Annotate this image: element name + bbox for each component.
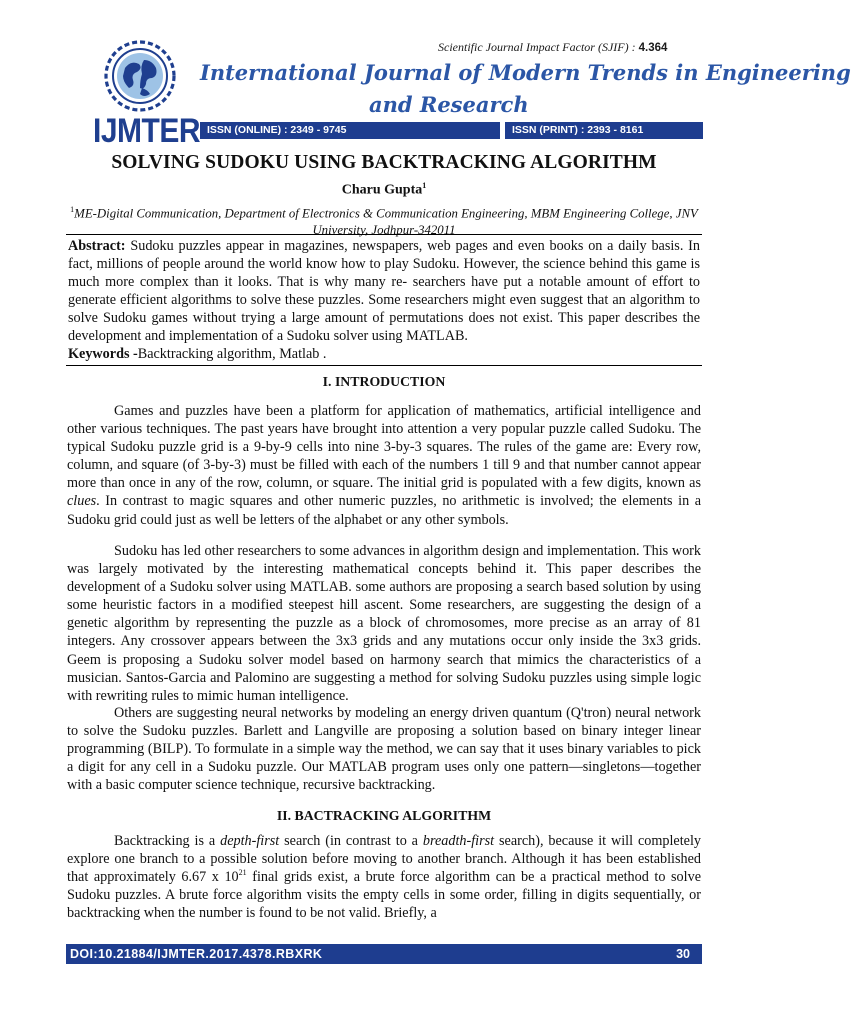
keywords-text: Backtracking algorithm, Matlab .: [137, 346, 327, 362]
abstract: [68, 237, 700, 345]
journal-logo-globe-icon: [92, 38, 188, 118]
keywords: [68, 345, 700, 363]
affiliation-superscript: 1: [70, 205, 75, 214]
paper-title: SOLVING SUDOKU USING BACKTRACKING ALGORITHM: [111, 152, 657, 173]
bt-p1-text-b: search (in contrast to a: [279, 833, 423, 849]
doi-text: DOI:10.21884/IJMTER.2017.4378.RBXRK: [70, 947, 323, 961]
author-name-text: Charu Gupta: [341, 182, 423, 198]
bt-p1-emphasis-breadth-first: breadth-first: [422, 833, 495, 849]
bt-p1-text-a: Backtracking is a: [114, 833, 221, 849]
backtracking-paragraph-1: [67, 832, 701, 922]
author-superscript: 1: [422, 181, 427, 190]
impact-factor-value: 4.364: [638, 42, 668, 54]
page-number: 30: [676, 947, 690, 961]
author-name: [0, 181, 768, 199]
bt-p1-exponent: 21: [238, 868, 247, 878]
bt-p1-text-c: search), because it will completely explore one branch to a possible solution before moving to another branch. Although it has been established that approximately 6.67 x 10: [67, 833, 701, 886]
intro-p1-emphasis: clues: [67, 493, 97, 510]
page-footer: [66, 944, 702, 964]
intro-p1-text-b: . In contrast to magic squares and other numeric puzzles, no arithmetic is involved; the elements in a Sudoku grid could just as well be letters of the alphabet or any other symbols.: [67, 493, 701, 528]
affiliation-text: ME-Digital Communication, Department of Electronics & Communication Engineering, MBM Engineering College, JNV University, Jodhpur-342011: [74, 206, 698, 238]
impact-factor: [438, 40, 678, 55]
issn-print-badge: ISSN (PRINT) : 2393 - 8161: [505, 122, 703, 139]
intro-p1-text-a: Games and puzzles have been a platform for application of mathematics, artificial intelligence and other various techniques. The past years have brought into attention a very popular puzzle called Sudoku. The typical Sudoku puzzle grid is a 9-by-9 cells into nine 3-by-3 squares. The rules of the game are: Every row, column, and square (of 3-by-3) must be filled with each of the numbers 1 till 9 and that number cannot appear more than once in any of the row, column, or square. The initial grid is populated with a few digits, known as: [67, 403, 701, 492]
intro-paragraph-3: Others are suggesting neural networks by modeling an energy driven quantum (Q'tron) neural network to solve the Sudoku puzzles. Barlett and Langville are proposing a solution based on binary integer linear programming (BILP). To formulate in a simple way the method, we can say that it uses binary variables to pick a digit for any cell in a Sudoku puzzle. Our MATLAB program uses only one pattern—singletons—together with a basic computer science technique, recursive backtracking.: [67, 705, 701, 794]
bt-p1-emphasis-depth-first: depth-first: [220, 833, 280, 849]
keywords-label: Keywords -: [68, 346, 138, 362]
abstract-label: Abstract:: [68, 238, 126, 254]
intro-paragraph-1: [67, 402, 701, 529]
journal-title-line-1: International Journal of Modern Trends in Engineering: [200, 60, 851, 85]
section-heading-introduction: I. INTRODUCTION: [322, 374, 446, 389]
issn-online-badge: ISSN (ONLINE) : 2349 - 9745: [200, 122, 500, 139]
journal-logo-text: IJMTER: [93, 112, 201, 150]
intro-paragraph-2: Sudoku has led other researchers to some advances in algorithm design and implementation. This work was largely motivated by the interesting mathematical concepts behind it. This paper describes the development of a Sudoku solver using MATLAB. some authors are proposing a search based solution by using some heuristic factors in a modified steepest hill ascent. Some researchers, are suggesting the design of a genetic algorithm by representing the puzzle as a block of chromosomes, more precise as an array of 81 integers. Any crossover appears between the 3x3 grids and any mutations occur only inside the 3x3 grids. Geem is proposing a Sudoku solver model based on harmony search that mimics the characteristics of a musician. Santos-Garcia and Palomino are suggesting a method for solving Sudoku puzzles using simple logic with rewriting rules to mimic human intelligence.: [67, 543, 701, 704]
journal-title-line-2: and Research: [369, 92, 529, 117]
section-heading-backtracking: II. BACTRACKING ALGORITHM: [276, 808, 492, 823]
impact-factor-label: Scientific Journal Impact Factor (SJIF) :: [438, 40, 636, 54]
abstract-text: Sudoku puzzles appear in magazines, newspapers, web pages and even books on a daily basis. In fact, millions of people around the world know how to play Sudoku. However, the science behind this game is much more complex than it looks. That is why many re- searchers have put a notable amount of effort to generate efficient algorithms to solve these puzzles. Some researchers might even suggest that an algorithm to solve Sudoku games without trying a large amount of permutations does not exist. This paper describes the development and implementation of a Sudoku solver using MATLAB.: [68, 238, 701, 344]
bt-p1-text-d: final grids exist, a brute force algorithm can be a practical method to solve Sudoku puzzles. A brute force algorithm visits the empty cells in some order, filling in digits sequentially, or backtracking when the number is found to be not valid. Briefly, a: [67, 869, 701, 922]
